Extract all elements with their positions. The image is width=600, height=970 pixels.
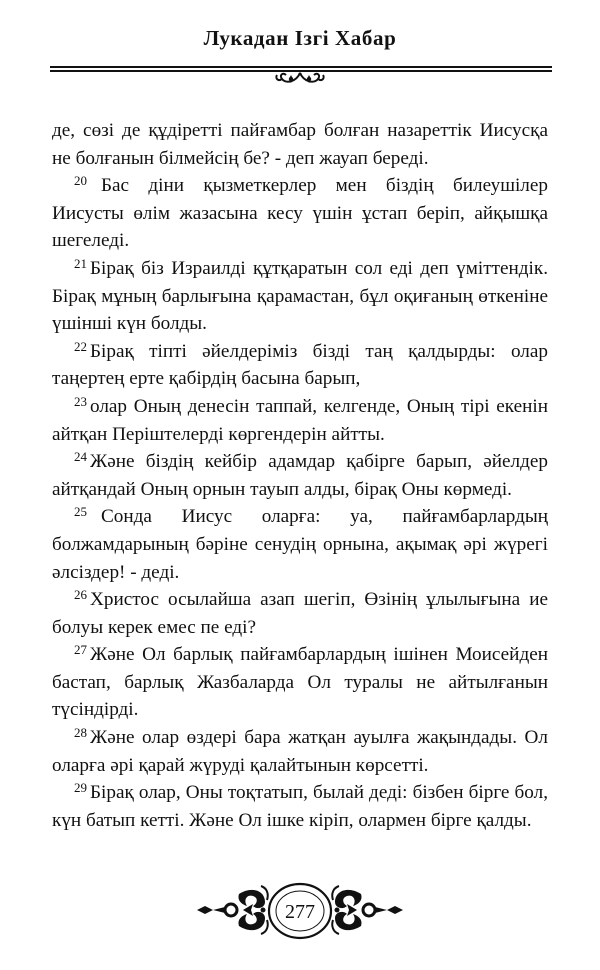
verse-number: 22 [74,338,87,354]
verse-number: 27 [74,642,87,658]
verse-number: 23 [74,393,87,409]
verse-continuation: де, сөзі де құдіретті пайғамбар болған назареттік Иисусқа не болғанын білмейсің бе? - деп жауап береді. [52,120,548,169]
verse-25 [52,503,548,586]
verse-number: 25 [74,504,87,520]
verse-23 [52,393,548,448]
verse-27 [52,641,548,724]
verse-29 [52,779,548,834]
verse-number: 24 [74,449,87,465]
verse-20 [52,172,548,255]
verse-text: Бірақ біз Израилді құтқаратын сол еді деп үміттендік. Бірақ мұның барлығына қарамастан, бұл оқиғаның өткеніне үшінші күн болды. [52,257,548,335]
verse-22 [52,338,548,393]
verse-text: Бірақ олар, Оны тоқтатып, былай деді: бізбен бірге бол, күн батып кетті. Және Ол ішке кіріп, олармен бірге қалды. [52,782,548,831]
page-body [52,117,548,834]
verse-text: Бас діни қызметкерлер мен біздің билеушілер Иисусты өлім жазасына кесу үшін ұстап беріп, айқышқа шегеледі. [52,175,548,252]
page-number: 277 [285,901,315,923]
verse-text: Христос осылайша азап шегіп, Өзінің ұлылығына ие болуы керек емес пе еді? [52,589,548,638]
verse-text: олар Оның денесін таппай, келгенде, Оның тірі екенін айтқан Періштелерді көргендерін айтты. [52,395,548,445]
verse-number: 20 [74,173,87,189]
verse-28 [52,724,548,779]
verse-26 [52,586,548,641]
verse-number: 21 [74,255,87,271]
scroll-flourish-icon [270,66,330,88]
verse-text: Сонда Иисус оларға: уа, пайғамбарлардың болжамдарының бәріне сенудің орнына, ақымақ әрі жүрегі әлсіздер! - деді. [52,506,548,583]
verse-number: 29 [74,780,87,796]
verse-21 [52,255,548,338]
verse-text: Және олар өздері бара жатқан ауылға жақындады. Ол оларға әрі қарай жүруді қалайтынын көрсетті. [52,727,548,776]
verse-text: Және Ол барлық пайғамбарлардың ішінен Моисейден бастап, барлық Жазбаларда Ол туралы не айтылғанын түсіндірді. [52,644,548,721]
verse-number: 28 [74,725,87,741]
verse-24 [52,448,548,503]
running-title: Лукадан Ізгі Хабар [203,26,397,50]
verse-number: 26 [74,587,87,603]
verse-text: Және біздің кейбір адамдар қабірге барып, әйелдер айтқандай Оның орнын тауып алды, бірақ Оны көрмеді. [52,451,548,500]
verse-text: Бірақ тіпті әйелдеріміз бізді таң қалдырды: олар таңертең ерте қабірдің басына барып, [52,340,548,390]
